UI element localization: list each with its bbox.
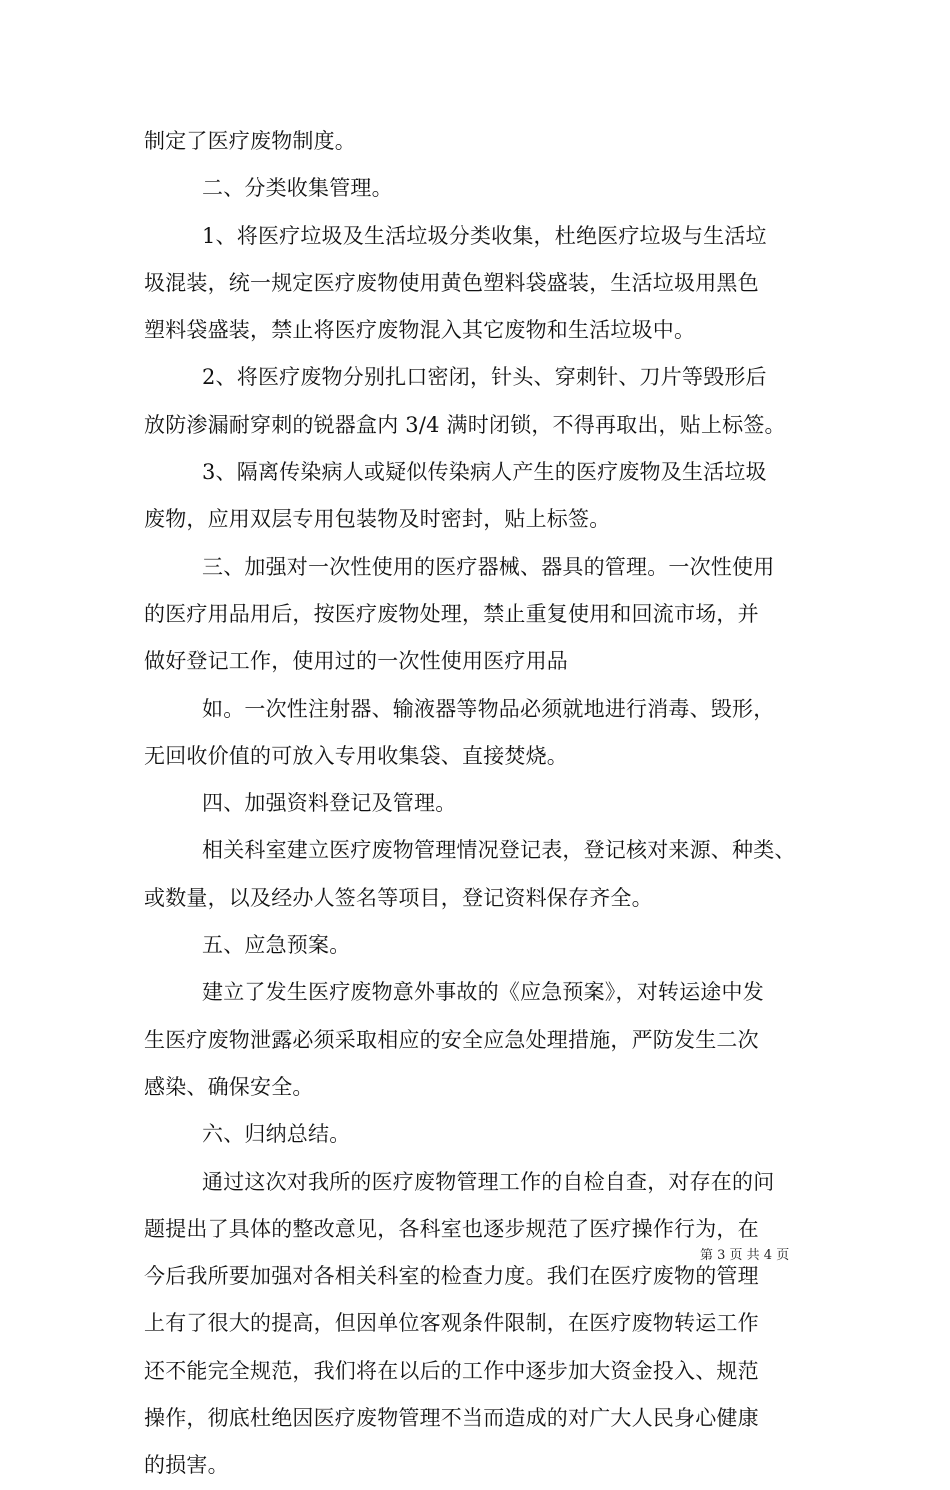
document-body — [144, 118, 809, 1490]
text-line: 制定了医疗废物制度。 — [144, 129, 356, 153]
text-line: 无回收价值的可放入专用收集袋、直接焚烧。 — [144, 743, 568, 768]
text-line: 做好登记工作，使用过的一次性使用医疗用品 — [144, 649, 568, 674]
text-line: 2、将医疗废物分别扎口密闭，针头、穿刺针、刀片等毁形后 — [202, 365, 767, 390]
text-line: 或数量，以及经办人签名等项目，登记资料保存齐全。 — [144, 885, 653, 910]
text-line: 还不能完全规范，我们将在以后的工作中逐步加大资金投入、规范 — [144, 1358, 759, 1383]
text-line: 五、应急预案。 — [202, 933, 351, 958]
text-line: 二、分类收集管理。 — [202, 176, 393, 201]
text-line: 生医疗废物泄露必须采取相应的安全应急处理措施，严防发生二次 — [144, 1027, 759, 1052]
text-line: 3、隔离传染病人或疑似传染病人产生的医疗废物及生活垃圾 — [202, 460, 767, 485]
text-line: 六、归纳总结。 — [202, 1122, 351, 1147]
text-line: 塑料袋盛装，禁止将医疗废物混入其它废物和生活垃圾中。 — [144, 318, 696, 343]
text-line: 建立了发生医疗废物意外事故的《应急预案》，对转运途中发 — [202, 980, 764, 1005]
text-line: 通过这次对我所的医疗废物管理工作的自检自查，对存在的问 — [202, 1169, 775, 1194]
text-line: 四、加强资料登记及管理。 — [202, 791, 457, 816]
page-number-footer: 第 3 页 共 4 页 — [700, 1248, 790, 1263]
text-line: 三、加强对一次性使用的医疗器械、器具的管理。一次性使用 — [202, 554, 775, 579]
text-line: 的医疗用品用后，按医疗废物处理，禁止重复使用和回流市场，并 — [144, 601, 759, 626]
text-line: 废物，应用双层专用包装物及时密封，贴上标签。 — [144, 507, 611, 532]
text-line: 1、将医疗垃圾及生活垃圾分类收集，杜绝医疗垃圾与生活垃 — [202, 223, 767, 248]
text-line: 圾混装，统一规定医疗废物使用黄色塑料袋盛装，生活垃圾用黑色 — [144, 270, 759, 295]
text-line: 的损害。 — [144, 1453, 229, 1478]
text-line: 放防渗漏耐穿刺的锐器盒内 3/4 满时闭锁，不得再取出，贴上标签。 — [144, 412, 786, 437]
text-line: 感染、确保安全。 — [144, 1074, 314, 1099]
text-line: 上有了很大的提高，但因单位客观条件限制，在医疗废物转运工作 — [144, 1311, 759, 1336]
text-line: 今后我所要加强对各相关科室的检查力度。我们在医疗废物的管理 — [144, 1264, 759, 1289]
text-line: 操作，彻底杜绝因医疗废物管理不当而造成的对广大人民身心健康 — [144, 1406, 759, 1431]
text-line: 相关科室建立医疗废物管理情况登记表，登记核对来源、种类、 — [202, 838, 796, 863]
text-line: 题提出了具体的整改意见，各科室也逐步规范了医疗操作行为，在 — [144, 1216, 759, 1241]
text-line: 如。一次性注射器、输液器等物品必须就地进行消毒、毁形， — [202, 696, 775, 721]
